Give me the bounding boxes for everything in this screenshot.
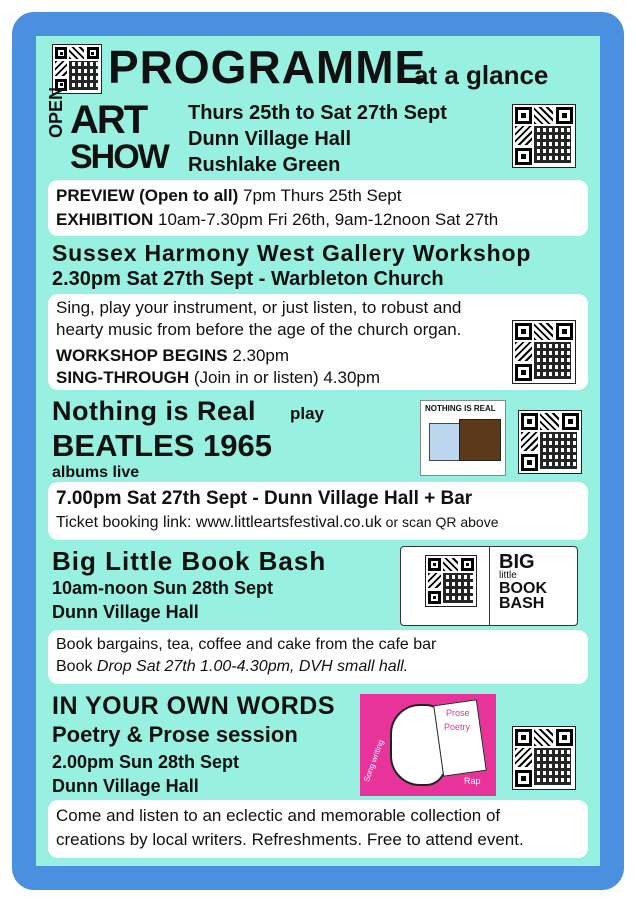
preview-label: PREVIEW (Open to all) bbox=[56, 186, 239, 205]
sing-through-time: (Join in or listen) 4.30pm bbox=[189, 368, 381, 387]
workshop-begins-time: 2.30pm bbox=[227, 346, 290, 365]
harmony-desc-2: hearty music from before the age of the church organ. bbox=[56, 320, 462, 339]
book-drop-prefix: Book bbox=[56, 658, 97, 675]
beatles-title: BEATLES 1965 bbox=[52, 428, 272, 463]
book-bash-title: Big Little Book Bash bbox=[52, 546, 327, 576]
logo-little: little bbox=[499, 570, 517, 581]
art-show-dates: Thurs 25th to Sat 27th Sept bbox=[188, 102, 447, 124]
art-label-rap: Rap bbox=[464, 776, 481, 786]
book-bash-venue: Dunn Village Hall bbox=[52, 602, 199, 622]
page-title: PROGRAMME bbox=[108, 41, 427, 93]
beatles-when: 7.00pm Sat 27th Sept - Dunn Village Hall + Bar bbox=[56, 488, 473, 509]
logo-show: SHOW bbox=[70, 138, 168, 176]
ticket-link[interactable]: www.littleartsfestival.co.uk bbox=[195, 514, 382, 531]
art-label-prose: Prose bbox=[446, 708, 470, 718]
preview-time: 7pm Thurs 25th Sept bbox=[238, 186, 402, 205]
ticket-label: Ticket booking link: bbox=[56, 514, 196, 531]
band-play: play bbox=[290, 404, 325, 423]
qr-code-book-bash bbox=[425, 555, 477, 607]
workshop-begins-label: WORKSHOP BEGINS bbox=[56, 346, 228, 365]
open-book-illustration bbox=[400, 546, 578, 626]
book-spine bbox=[489, 547, 490, 625]
preview-line bbox=[56, 186, 401, 206]
exhibition-time: 10am-7.30pm Fri 26th, 9am-12noon Sat 27th bbox=[153, 210, 499, 229]
qr-code-beatles bbox=[518, 410, 582, 474]
words-title: IN YOUR OWN WORDS bbox=[52, 692, 336, 720]
logo-book: BOOK bbox=[499, 580, 547, 597]
book-bash-desc-2 bbox=[56, 658, 408, 676]
workshop-begins-line bbox=[56, 346, 289, 366]
page-subtitle: at a glance bbox=[414, 60, 549, 90]
logo-art: ART bbox=[70, 98, 147, 142]
exhibition-label: EXHIBITION bbox=[56, 210, 154, 229]
qr-code-words bbox=[512, 726, 576, 790]
book-bash-desc-1: Book bargains, tea, coffee and cake from the cafe bar bbox=[56, 636, 437, 653]
words-venue: Dunn Village Hall bbox=[52, 776, 199, 796]
harmony-title: Sussex Harmony West Gallery Workshop bbox=[52, 240, 532, 266]
logo-big: BIG bbox=[499, 551, 535, 573]
book-bash-when: 10am-noon Sun 28th Sept bbox=[52, 578, 274, 598]
poetry-illustration bbox=[360, 694, 496, 796]
album-art-title: NOTHING IS REAL bbox=[425, 404, 496, 413]
logo-open: OPEN bbox=[46, 86, 66, 138]
ticket-scan: or scan QR above bbox=[381, 514, 499, 530]
book-drop-details: Drop Sat 27th 1.00-4.30pm, DVH small hall. bbox=[96, 658, 409, 675]
album-cover-rubber-soul bbox=[459, 419, 501, 461]
art-label-song: Song writing bbox=[362, 738, 386, 784]
harmony-desc-1: Sing, play your instrument, or just listen, to robust and bbox=[56, 298, 462, 317]
art-show-venue: Dunn Village Hall bbox=[188, 128, 351, 150]
qr-code-harmony bbox=[512, 320, 576, 384]
album-art bbox=[420, 400, 506, 476]
words-subtitle: Poetry & Prose session bbox=[52, 722, 298, 747]
exhibition-line bbox=[56, 210, 498, 230]
words-desc-2: creations by local writers. Refreshments. Free to attend event. bbox=[56, 830, 524, 849]
qr-code-art-show bbox=[512, 104, 576, 168]
sing-through-line bbox=[56, 368, 380, 388]
sing-through-label: SING-THROUGH bbox=[56, 368, 190, 387]
beatles-albums: albums live bbox=[52, 464, 140, 481]
art-label-poetry: Poetry bbox=[444, 722, 471, 732]
book-bash-logo bbox=[499, 553, 571, 611]
logo-bash: BASH bbox=[499, 595, 545, 612]
band-name: Nothing is Real bbox=[52, 396, 257, 426]
words-desc-1: Come and listen to an eclectic and memorable collection of bbox=[56, 806, 501, 825]
ticket-line bbox=[56, 514, 499, 532]
harmony-when: 2.30pm Sat 27th Sept - Warbleton Church bbox=[52, 268, 444, 290]
art-show-location: Rushlake Green bbox=[188, 154, 341, 176]
words-when: 2.00pm Sun 28th Sept bbox=[52, 752, 240, 772]
